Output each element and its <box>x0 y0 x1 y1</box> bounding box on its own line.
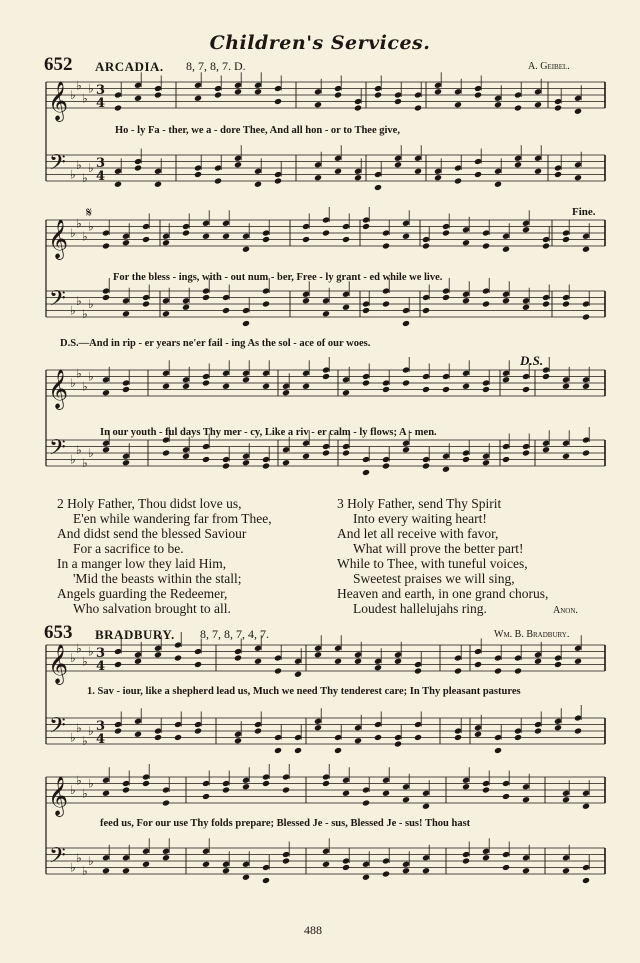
svg-text:♭: ♭ <box>70 651 76 665</box>
verse-2 <box>57 496 272 616</box>
segno-icon: 𝄋 <box>86 206 93 221</box>
bass-clef-icon: 𝄢 <box>49 286 66 317</box>
verse-line: 3 Holy Father, send Thy Spirit <box>337 496 502 511</box>
svg-text:♭: ♭ <box>70 730 76 745</box>
verse-line: While to Thee, with tuneful voices, <box>337 556 528 571</box>
svg-text:♭: ♭ <box>82 229 88 244</box>
verse-line: 2 Holy Father, Thou didst love us, <box>57 496 242 511</box>
page-number: 488 <box>304 923 322 937</box>
verse-line: 'Mid the beasts within the stall; <box>73 571 242 586</box>
svg-text:♭: ♭ <box>70 376 76 390</box>
hymn-653-tune: BRADBURY. <box>95 627 175 642</box>
treble-clef-icon: 𝄞 <box>48 219 69 259</box>
svg-text:♭: ♭ <box>82 379 88 394</box>
svg-text:3: 3 <box>96 83 106 98</box>
svg-text:♭: ♭ <box>88 776 94 791</box>
music-system <box>0 356 640 482</box>
svg-text:♭: ♭ <box>88 446 94 460</box>
svg-text:♭: ♭ <box>76 157 82 172</box>
svg-text:♭: ♭ <box>76 366 82 381</box>
treble-clef-icon: 𝄞 <box>48 81 69 121</box>
svg-text:♭: ♭ <box>88 724 94 738</box>
verse-line: And let all receive with favor, <box>337 526 499 541</box>
svg-text:♭: ♭ <box>76 78 82 93</box>
lyric-line: D.S.—And in rip - er years ne'er fail - ing As the sol - ace of our woes. <box>60 338 371 349</box>
svg-text:♭: ♭ <box>70 88 76 102</box>
svg-text:4: 4 <box>96 96 106 111</box>
verse-line: Angels guarding the Redeemer, <box>57 586 228 601</box>
section-title: Children's Services. <box>209 32 431 54</box>
svg-text:♭: ♭ <box>70 303 76 318</box>
svg-text:♭: ♭ <box>82 733 88 748</box>
svg-text:♭: ♭ <box>82 786 88 801</box>
lyric-line: feed us, For our use Thy folds prepare; Blessed Je - sus, Blessed Je - sus! Thou hast <box>100 818 471 829</box>
svg-text:♭: ♭ <box>70 860 76 875</box>
svg-text:♭: ♭ <box>70 452 76 467</box>
svg-text:♭: ♭ <box>76 442 82 457</box>
svg-text:♭: ♭ <box>76 773 82 788</box>
verse-line: What will prove the better part! <box>353 541 524 556</box>
verse-3 <box>337 496 548 616</box>
verse-line: Into every waiting heart! <box>353 511 487 526</box>
svg-text:♭: ♭ <box>82 170 88 185</box>
verse-line: Who salvation brought to all. <box>73 601 231 616</box>
treble-clef-icon: 𝄞 <box>48 776 69 816</box>
svg-text:♭: ♭ <box>88 297 94 311</box>
svg-text:♭: ♭ <box>76 850 82 865</box>
treble-clef-icon: 𝄞 <box>48 369 69 409</box>
verse-line: For a sacrifice to be. <box>73 541 184 556</box>
lyric-line: In our youth - ful days Thy mer - cy, Like a riv - er calm - ly flows; A - men. <box>100 427 437 438</box>
verse-line: Sweetest praises we will sing, <box>353 571 515 586</box>
svg-text:♭: ♭ <box>76 216 82 231</box>
hymn-652-number: 652 <box>44 54 73 75</box>
treble-clef-icon: 𝄞 <box>48 644 69 684</box>
svg-text:♭: ♭ <box>82 654 88 669</box>
svg-text:♭: ♭ <box>82 91 88 106</box>
svg-text:3: 3 <box>96 646 106 661</box>
attribution: Anon. <box>553 605 578 616</box>
svg-text:4: 4 <box>96 732 106 747</box>
verse-line: And didst send the blessed Saviour <box>57 526 247 541</box>
svg-text:♭: ♭ <box>70 226 76 240</box>
lyric-line: Ho - ly Fa - ther, we a - dore Thee, And all hon - or to Thee give, <box>115 125 400 136</box>
lyric-line: For the bless - ings, with - out num - ber, Free - ly grant - ed while we live. <box>113 272 443 283</box>
svg-text:4: 4 <box>96 659 106 674</box>
hymn-652-meter: 8, 7, 8, 7. D. <box>186 59 246 73</box>
svg-text:3: 3 <box>96 156 106 171</box>
svg-text:♭: ♭ <box>82 455 88 470</box>
svg-text:♭: ♭ <box>76 293 82 308</box>
verse-line: In a manger low they laid Him, <box>57 556 227 571</box>
hymn-652-composer: A. Geibel. <box>528 61 570 72</box>
svg-text:♭: ♭ <box>70 783 76 797</box>
svg-text:♭: ♭ <box>88 81 94 96</box>
bass-clef-icon: 𝄢 <box>49 713 66 744</box>
svg-text:♭: ♭ <box>88 161 94 175</box>
svg-text:♭: ♭ <box>82 863 88 878</box>
verse-line: Heaven and earth, in one grand chorus, <box>337 586 549 601</box>
svg-text:♭: ♭ <box>88 854 94 868</box>
bass-clef-icon: 𝄢 <box>49 435 66 466</box>
svg-text:3: 3 <box>96 719 106 734</box>
svg-text:♭: ♭ <box>76 641 82 656</box>
hymn-653-composer: Wm. B. Bradbury. <box>494 629 570 640</box>
svg-text:♭: ♭ <box>76 720 82 735</box>
ds-marker: D.S. <box>520 353 544 368</box>
svg-text:♭: ♭ <box>88 644 94 659</box>
hymn-653-meter: 8, 7, 8, 7, 4, 7. <box>200 627 269 641</box>
verse-line: E'en while wandering far from Thee, <box>73 511 272 526</box>
lyric-line: 1. Sav - iour, like a shepherd lead us, Much we need Thy tenderest care; In Thy pleasant pastures <box>87 686 521 697</box>
music-system <box>0 206 640 333</box>
bass-clef-icon: 𝄢 <box>49 843 66 874</box>
svg-text:♭: ♭ <box>88 219 94 234</box>
verse-line: Loudest hallelujahs ring. <box>353 601 487 616</box>
bass-clef-icon: 𝄢 <box>49 150 66 181</box>
hymn-653-number: 653 <box>44 622 73 643</box>
svg-text:♭: ♭ <box>70 167 76 182</box>
svg-text:♭: ♭ <box>82 306 88 321</box>
fine-marker: Fine. <box>572 206 596 218</box>
svg-text:4: 4 <box>96 169 106 184</box>
hymn-652-tune: ARCADIA. <box>95 59 164 74</box>
svg-text:♭: ♭ <box>88 369 94 384</box>
